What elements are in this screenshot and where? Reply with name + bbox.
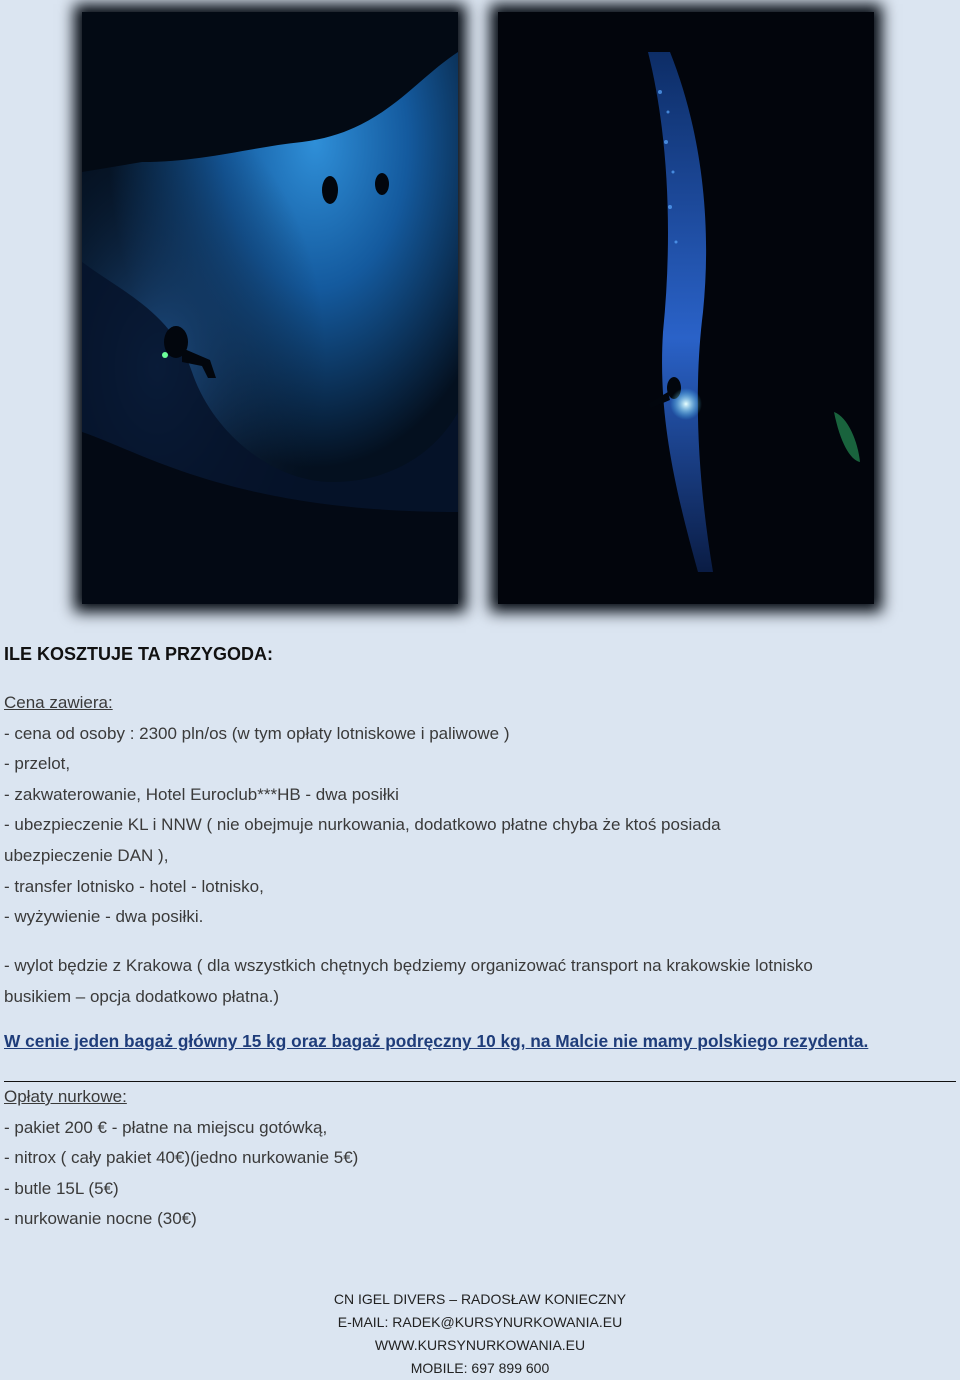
underwater-cave-photo-crevice [498, 12, 874, 604]
fee-item: - butle 15L (5€) [4, 1178, 119, 1198]
flight-line: busikiem – opcja dodatkowo płatna.) [4, 986, 279, 1006]
contact-footer [0, 1288, 960, 1380]
flight-info [4, 951, 956, 1012]
includes-item: - ubezpieczenie KL i NNW ( nie obejmuje nurkowania, dodatkowo płatne chyba że ktoś posiada [4, 815, 721, 835]
includes-item: - zakwaterowanie, Hotel Euroclub***HB - dwa posiłki [4, 784, 399, 804]
price-includes-subtitle: Cena zawiera: [4, 693, 113, 712]
diving-fees-section [4, 1082, 956, 1235]
page-heading: ILE KOSZTUJE TA PRZYGODA: [4, 644, 274, 664]
baggage-info: W cenie jeden bagaż główny 15 kg oraz bagaż podręczny 10 kg, na Malcie nie mamy polskiego rezydenta. [4, 1031, 869, 1051]
diving-fees-subtitle: Opłaty nurkowe: [4, 1087, 127, 1106]
footer-mobile: MOBILE: 697 899 600 [410, 1360, 550, 1376]
fee-item: - nitrox ( cały pakiet 40€)(jedno nurkowanie 5€) [4, 1148, 359, 1168]
includes-item: - transfer lotnisko - hotel - lotnisko, [4, 876, 264, 896]
price-includes-section [4, 688, 956, 933]
includes-item: - przelot, [4, 754, 71, 774]
includes-item: - cena od osoby : 2300 pln/os (w tym opłaty lotniskowe i paliwowe ) [4, 723, 510, 743]
footer-company: CN IGEL DIVERS – RADOSŁAW KONIECZNY [333, 1291, 627, 1307]
flight-line: - wylot będzie z Krakowa ( dla wszystkich chętnych będziemy organizować transport na krakowskie lotnisko [4, 956, 813, 975]
fee-item: - nurkowanie nocne (30€) [4, 1209, 197, 1229]
fee-item: - pakiet 200 € - płatne na miejscu gotówką, [4, 1117, 328, 1137]
underwater-cave-photo-divers [82, 12, 458, 604]
footer-website: WWW.KURSYNURKOWANIA.EU [374, 1337, 586, 1353]
includes-item: - wyżywienie - dwa posiłki. [4, 907, 204, 927]
footer-email: E-MAIL: RADEK@KURSYNURKOWANIA.EU [337, 1314, 623, 1330]
includes-item: ubezpieczenie DAN ), [4, 845, 169, 865]
